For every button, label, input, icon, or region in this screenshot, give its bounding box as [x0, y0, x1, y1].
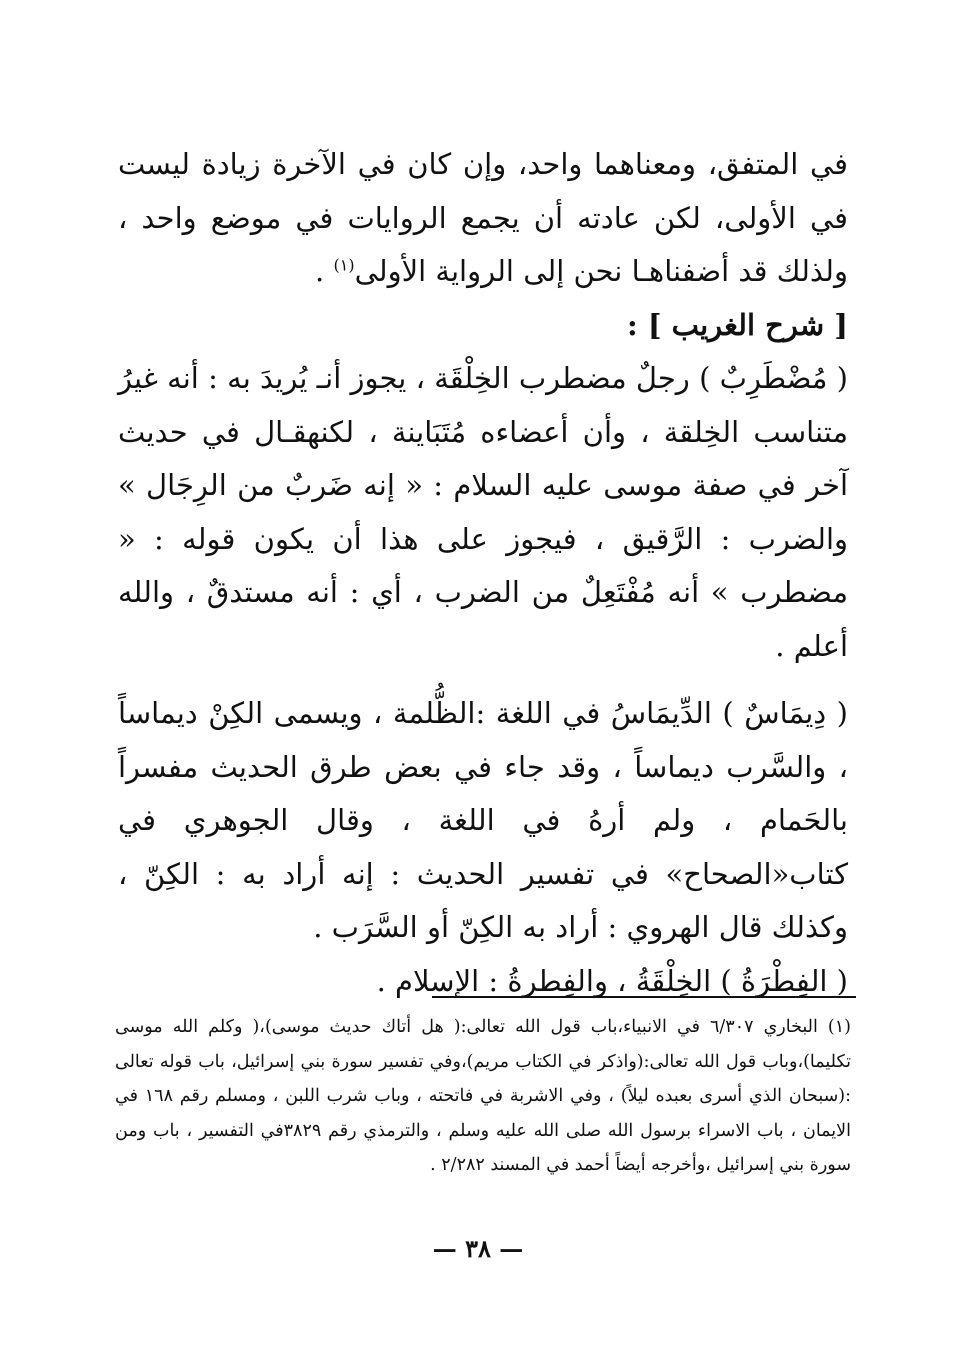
- paragraph-fitra: ( الفِطْرَةُ ) الخِلْقَةُ ، والفِطرةُ : الإسلام .: [376, 963, 848, 998]
- main-text: [118, 138, 848, 1008]
- section-heading: [ شرح الغريب ] :: [627, 307, 848, 342]
- intro-end: .: [315, 254, 334, 288]
- page-number: — ٣٨ —: [432, 1234, 524, 1263]
- footnote-divider: [432, 996, 856, 998]
- footnote-text: (١) البخاري ٦/٣٠٧ في الانبياء،باب قول الله تعالى:( هل أتاك حديث موسى)،( وكلم الله موسى تكليما)،وباب قول الله تعالى:(واذكر في الكتاب مريم)،وفي تفسير سورة بني إسرائيل، باب قوله تعالى :(سبحان الذي أسرى بعبده ليلاً) ، وفي الاشربة في فاتحته ، وباب شرب اللبن ، ومسلم رقم ١٦٨ في الايمان ، باب الاسراء برسول الله صلى الله عليه وسلم ، والترمذي رقم ٣٨٢٩في التفسير ، باب ومن سورة بني إسرائيل ،وأخرجه أيضاً أحمد في المسند ٢/٢٨٢ .: [115, 1017, 852, 1175]
- footnote-block: [115, 1010, 851, 1183]
- footnote-reference[interactable]: (١): [333, 255, 355, 275]
- paragraph-mudtarib: ( مُضْطَرِبٌ ) رجلٌ مضطرب الخِلْقَة ، يجوز أنـ يُريدَ به : أنه غيرُ متناسب الخِلقة ، وأن أعضاءه مُتَبَاينة ، لكنهقـال في حديث آخر في صفة موسى عليه السلام : « إنه ضَربٌ من الرِجَال » والضرب : الرَّقيق ، فيجوز على هذا أن يكون قوله : « مضطرب » أنه مُفْتَعِلٌ من الضرب ، أي : أنه مستدقٌ ، والله أعلم .: [118, 361, 848, 663]
- paragraph-dimas: ( دِيمَاسٌ ) الدِّيمَاسُ في اللغة :الظُّلمة ، ويسمى الكِنْ ديماساً ، والسَّرب ديماساً ، وقد جاء في بعض طرق الحديث مفسراً بالحَمام ، ولم أرهُ في اللغة ، وقال الجوهري في كتاب«الصحاح» في تفسير الحديث : إنه أراد به : الكِنّ ، وكذلك قال الهروي : أراد به الكِنّ أو السَّرَب .: [118, 696, 848, 944]
- intro-text: في المتفق، ومعناهما واحد، وإن كان في الآخرة زيادة ليست في الأولى، لكن عادته أن يجمع الروايات في موضع واحد ، ولذلك قد أضفناهـا نحن إلى الرواية الأولى: [118, 147, 848, 288]
- intro-paragraph: [118, 138, 848, 299]
